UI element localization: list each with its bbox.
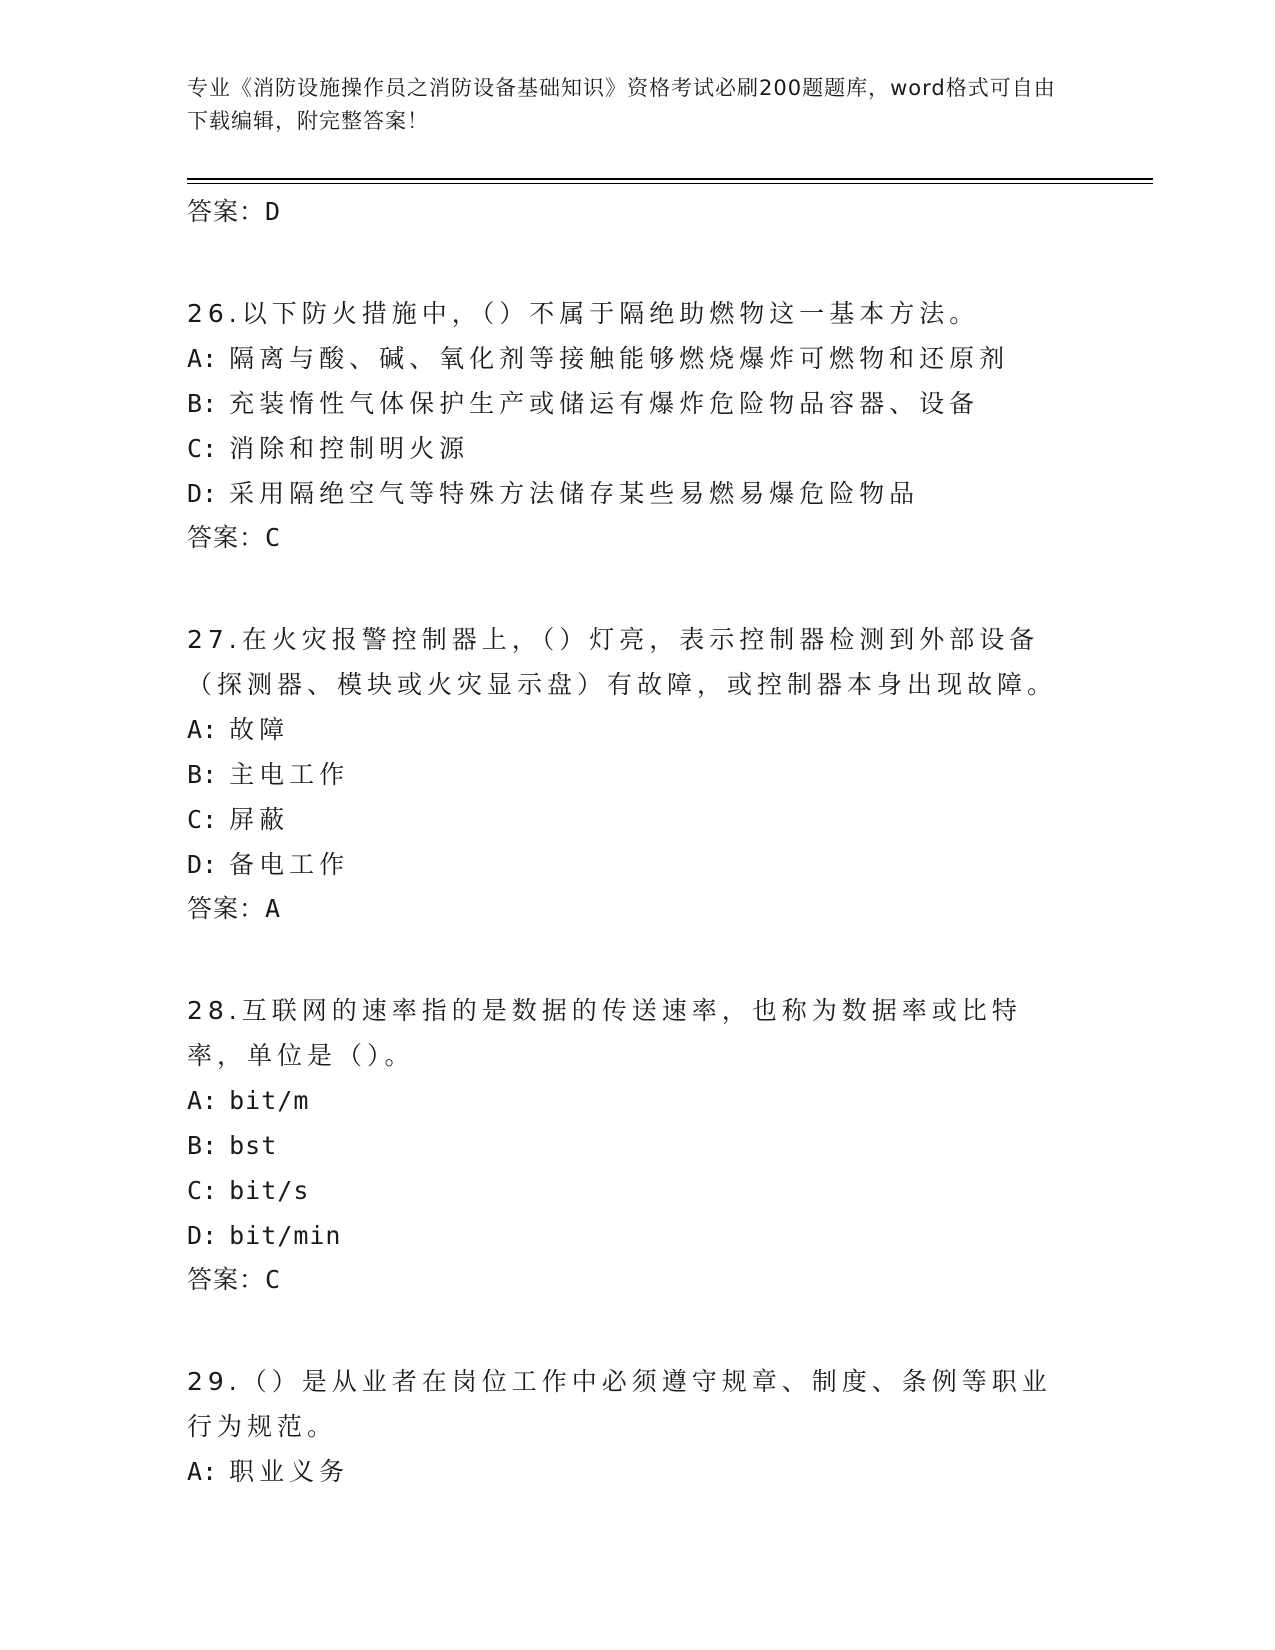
answer-label: 答案：	[187, 894, 266, 923]
option-letter: C:	[187, 1176, 218, 1205]
question-block	[187, 1359, 1087, 1494]
question-list	[187, 190, 1087, 1494]
document-header: 专业《消防设施操作员之消防设备基础知识》资格考试必刷200题题库，word格式可自由下载编辑，附完整答案！	[187, 76, 1056, 133]
answer-value: C	[265, 523, 282, 552]
option-letter: D:	[187, 850, 218, 879]
answer-line	[187, 190, 1087, 234]
option-letter: A:	[187, 1457, 218, 1486]
answer-line	[187, 1258, 1087, 1302]
option-text: 屏蔽	[229, 805, 290, 834]
option-b	[187, 752, 1087, 797]
header-divider-thin	[187, 183, 1153, 184]
option-d	[187, 842, 1087, 887]
option-letter: B:	[187, 1131, 218, 1160]
option-text: 充装惰性气体保护生产或储运有爆炸危险物品容器、设备	[229, 389, 980, 418]
answer-line	[187, 887, 1087, 931]
option-d	[187, 471, 1087, 516]
option-a	[187, 707, 1087, 752]
answer-value: A	[265, 894, 282, 923]
option-text: bit/s	[229, 1176, 310, 1205]
option-text: 故障	[229, 715, 290, 744]
answer-line	[187, 516, 1087, 560]
answer-value: C	[265, 1265, 282, 1294]
option-text: bst	[229, 1131, 278, 1160]
option-a	[187, 1449, 1087, 1494]
option-b	[187, 1123, 1087, 1168]
question-text: 27.在火灾报警控制器上，（）灯亮，表示控制器检测到外部设备（探测器、模块或火灾显示盘）有故障，或控制器本身出现故障。	[187, 625, 1058, 699]
option-text: 主电工作	[229, 760, 350, 789]
option-letter: B:	[187, 760, 218, 789]
answer-label: 答案：	[187, 1265, 266, 1294]
option-letter: A:	[187, 1086, 218, 1115]
option-b	[187, 381, 1087, 426]
answer-label: 答案：	[187, 197, 266, 226]
header-divider	[187, 178, 1153, 180]
option-text: 备电工作	[229, 850, 350, 879]
answer-label: 答案：	[187, 523, 266, 552]
option-text: 消除和控制明火源	[229, 434, 470, 463]
option-letter: D:	[187, 1221, 218, 1250]
option-a	[187, 336, 1087, 381]
option-c	[187, 797, 1087, 842]
question-text: 29.（）是从业者在岗位工作中必须遵守规章、制度、条例等职业行为规范。	[187, 1367, 1052, 1441]
option-letter: B:	[187, 389, 218, 418]
option-text: 职业义务	[229, 1457, 350, 1486]
question-block	[187, 617, 1087, 931]
question-text: 28.互联网的速率指的是数据的传送速率，也称为数据率或比特率，单位是（）。	[187, 996, 1022, 1070]
option-text: 采用隔绝空气等特殊方法储存某些易燃易爆危险物品	[229, 479, 920, 508]
option-text: bit/m	[229, 1086, 310, 1115]
option-text: 隔离与酸、碱、氧化剂等接触能够燃烧爆炸可燃物和还原剂	[229, 344, 1010, 373]
answer-value: D	[265, 197, 282, 226]
option-c	[187, 1168, 1087, 1213]
option-letter: C:	[187, 805, 218, 834]
question-block	[187, 988, 1087, 1302]
option-letter: C:	[187, 434, 218, 463]
option-letter: A:	[187, 344, 218, 373]
question-text: 26.以下防火措施中，（）不属于隔绝助燃物这一基本方法。	[187, 299, 980, 328]
option-letter: D:	[187, 479, 218, 508]
option-c	[187, 426, 1087, 471]
option-letter: A:	[187, 715, 218, 744]
option-a	[187, 1078, 1087, 1123]
option-d	[187, 1213, 1087, 1258]
option-text: bit/min	[229, 1221, 342, 1250]
question-block	[187, 291, 1087, 560]
